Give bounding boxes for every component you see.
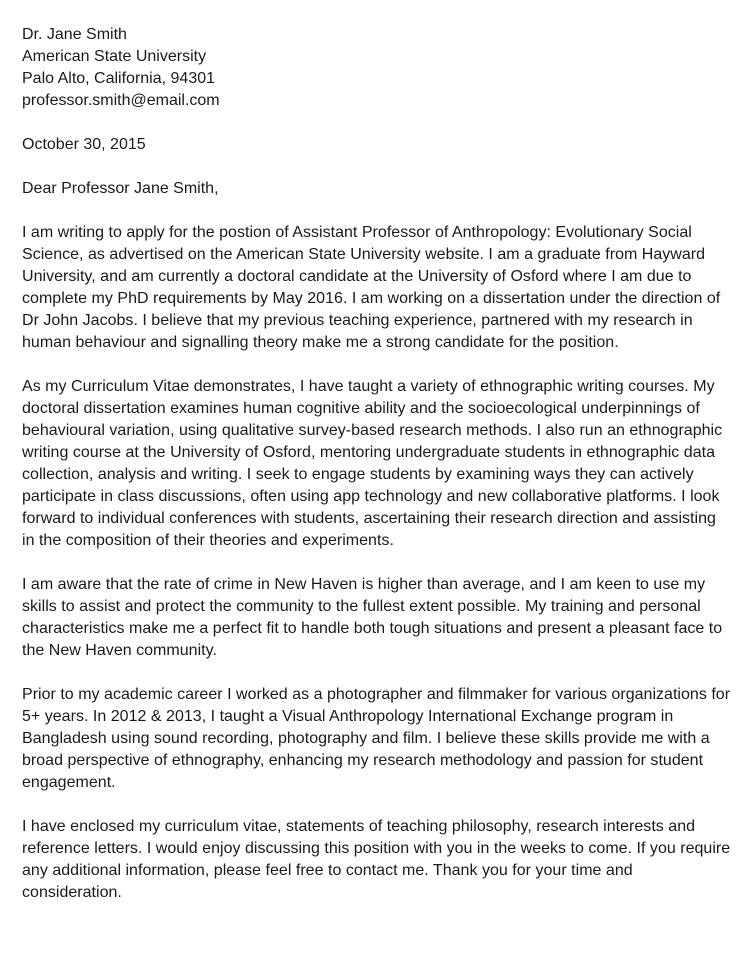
sender-address-block xyxy=(22,24,732,112)
body-paragraph-1: I am writing to apply for the postion of Assistant Professor of Anthropology: Evolutionary Social Science, as advertised on the American State University website. I am a graduate from Hayward University, and am currently a doctoral candidate at the University of Osford where I am due to complete my PhD requirements by May 2016. I am working on a dissertation under the direction of Dr John Jacobs. I believe that my previous teaching experience, partnered with my research in human behaviour and signalling theory make me a strong candidate for the position. xyxy=(22,224,721,351)
cover-letter-document xyxy=(22,24,732,904)
sender-email: professor.smith@email.com xyxy=(22,92,220,109)
letter-date: October 30, 2015 xyxy=(22,136,146,153)
salutation: Dear Professor Jane Smith, xyxy=(22,180,219,197)
body-paragraph-5: I have enclosed my curriculum vitae, statements of teaching philosophy, research interests and reference letters. I would enjoy discussing this position with you in the weeks to come. If you require any additional information, please feel free to contact me. Thank you for your time and consideration. xyxy=(22,818,731,901)
sender-institution: American State University xyxy=(22,48,207,65)
sender-name: Dr. Jane Smith xyxy=(22,26,127,43)
body-paragraph-4: Prior to my academic career I worked as a photographer and filmmaker for various organizations for 5+ years. In 2012 & 2013, I taught a Visual Anthropology International Exchange program in Bangladesh using sound recording, photography and film. I believe these skills provide me with a broad perspective of ethnography, enhancing my research methodology and passion for student engagement. xyxy=(22,686,731,791)
body-paragraph-3: I am aware that the rate of crime in New Haven is higher than average, and I am keen to use my skills to assist and protect the community to the fullest extent possible. My training and personal characteristics make me a perfect fit to handle both tough situations and present a pleasant face to the New Haven community. xyxy=(22,576,723,659)
sender-city-line: Palo Alto, California, 94301 xyxy=(22,70,216,87)
body-paragraph-2: As my Curriculum Vitae demonstrates, I have taught a variety of ethnographic writing courses. My doctoral dissertation examines human cognitive ability and the socioecological underpinnings of behavioural variation, using qualitative survey-based research methods. I also run an ethnographic writing course at the University of Osford, mentoring undergraduate students in ethnographic data collection, analysis and writing. I seek to engage students by examining ways they can actively participate in class discussions, often using app technology and new collaborative platforms. I look forward to individual conferences with students, ascertaining their research direction and assisting in the composition of their theories and experiments. xyxy=(22,378,723,549)
